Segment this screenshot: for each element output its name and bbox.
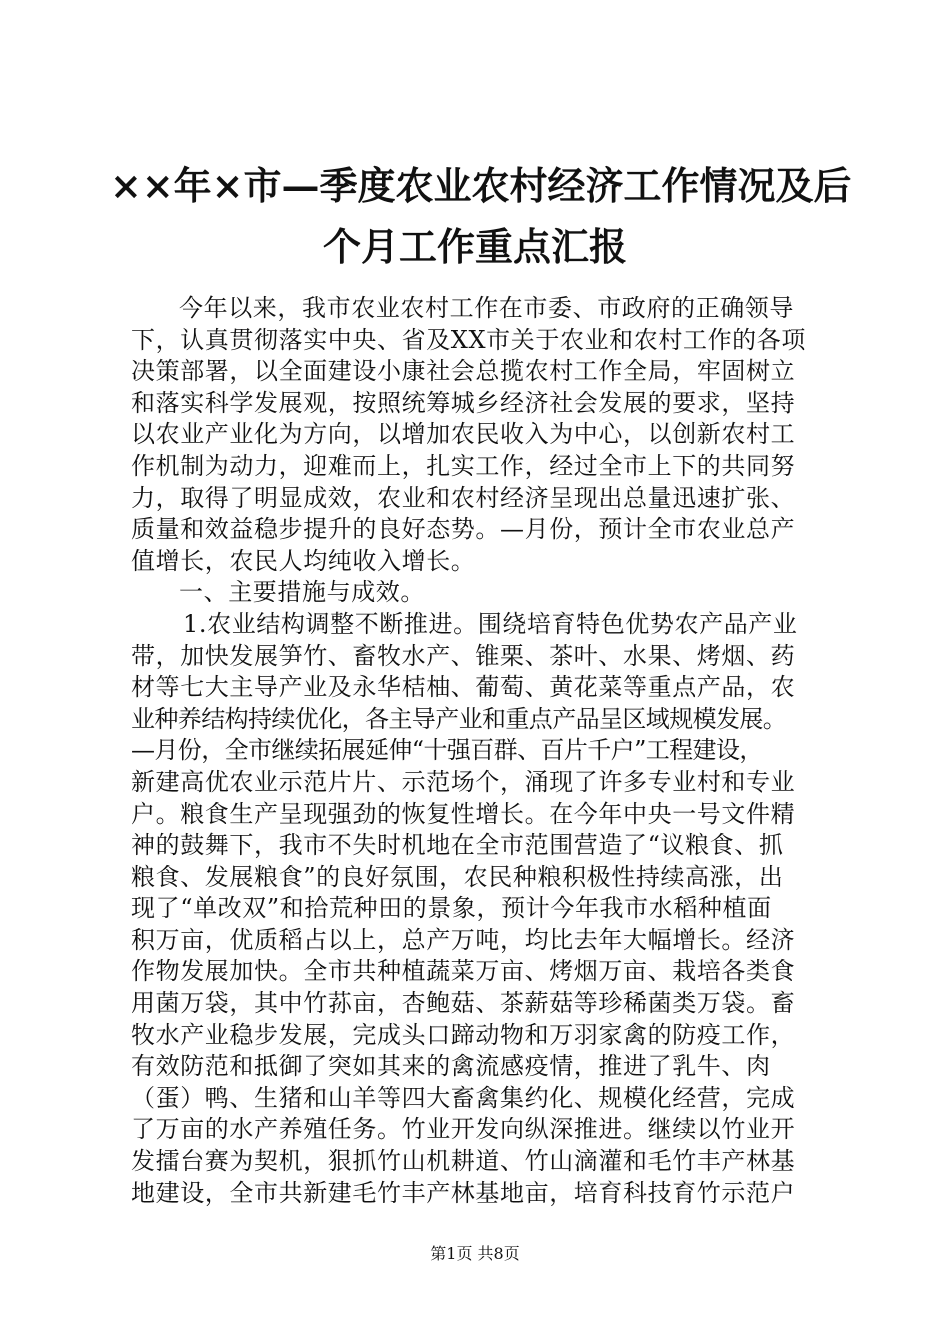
text-line: 发擂台赛为契机，狠抓竹山机耕道、竹山滴灌和毛竹丰产林基	[131, 1147, 796, 1176]
text-line: 力，取得了明显成效，农业和农村经济呈现出总量迅速扩张、	[131, 483, 796, 512]
text-line: 户。粮食生产呈现强劲的恢复性增长。在今年中央一号文件精	[131, 799, 796, 828]
text-line: 决策部署，以全面建设小康社会总揽农村工作全局，牢固树立	[131, 357, 796, 386]
text-line: 用菌万袋，其中竹荪亩，杏鲍菇、茶薪菇等珍稀菌类万袋。畜	[131, 989, 796, 1018]
page-number-footer: 第1页 共8页	[430, 1244, 520, 1263]
text-line: 有效防范和抵御了突如其来的禽流感疫情，推进了乳牛、肉	[131, 1052, 771, 1081]
text-line: 质量和效益稳步提升的良好态势。—月份，预计全市农业总产	[131, 515, 796, 544]
text-line: 神的鼓舞下，我市不失时机地在全市范围营造了“议粮食、抓	[131, 831, 784, 860]
text-line: 下，认真贯彻落实中央、省及XX市关于农业和农村工作的各项	[131, 325, 806, 354]
document-title-line-2: 个月工作重点汇报	[322, 224, 627, 269]
text-line: 今年以来，我市农业农村工作在市委、市政府的正确领导	[179, 294, 794, 322]
text-line: 牧水产业稳步发展，完成头口蹄动物和万羽家禽的防疫工作，	[131, 1020, 796, 1049]
text-line: —月份，全市继续拓展延伸“十强百群、百片千户”工程建设，	[131, 736, 763, 765]
section-heading: 一、主要措施与成效。	[179, 578, 425, 607]
text-line: 1.农业结构调整不断推进。围绕培育特色优势农产品产业	[183, 609, 798, 638]
text-line: 地建设，全市共新建毛竹丰产林基地亩，培育科技育竹示范户	[131, 1178, 796, 1207]
text-line: 和落实科学发展观，按照统筹城乡经济社会发展的要求，坚持	[131, 388, 796, 417]
text-line: 作物发展加快。全市共种植蔬菜万亩、烤烟万亩、栽培各类食	[131, 957, 796, 986]
document-title-line-1: ××年×市—季度农业农村经济工作情况及后	[110, 163, 852, 208]
text-line: 了万亩的水产养殖任务。竹业开发向纵深推进。继续以竹业开	[131, 1115, 796, 1144]
text-line: 积万亩，优质稻占以上，总产万吨，均比去年大幅增长。经济	[131, 925, 796, 954]
text-line: 作机制为动力，迎难而上，扎实工作，经过全市上下的共同努	[131, 451, 796, 480]
text-line: 以农业产业化为方向，以增加农民收入为中心，以创新农村工	[131, 420, 796, 449]
text-line: 带，加快发展笋竹、畜牧水产、锥栗、茶叶、水果、烤烟、药	[131, 641, 796, 670]
text-line: 粮食、发展粮食”的良好氛围，农民种粮积极性持续高涨，出	[131, 862, 784, 891]
text-line: 新建高优农业示范片片、示范场个，涌现了许多专业村和专业	[131, 767, 796, 796]
text-line: 业种养结构持续优化，各主导产业和重点产品呈区域规模发展。	[131, 704, 787, 733]
text-line: 材等七大主导产业及永华桔柚、葡萄、黄花菜等重点产品，农	[131, 673, 796, 702]
document-body	[131, 293, 831, 1209]
text-line: （蛋）鸭、生猪和山羊等四大畜禽集约化、规模化经营，完成	[131, 1083, 796, 1112]
text-line: 值增长，农民人均纯收入增长。	[131, 546, 476, 575]
text-line: 现了“单改双”和拾荒种田的景象，预计今年我市水稻种植面	[131, 894, 772, 923]
